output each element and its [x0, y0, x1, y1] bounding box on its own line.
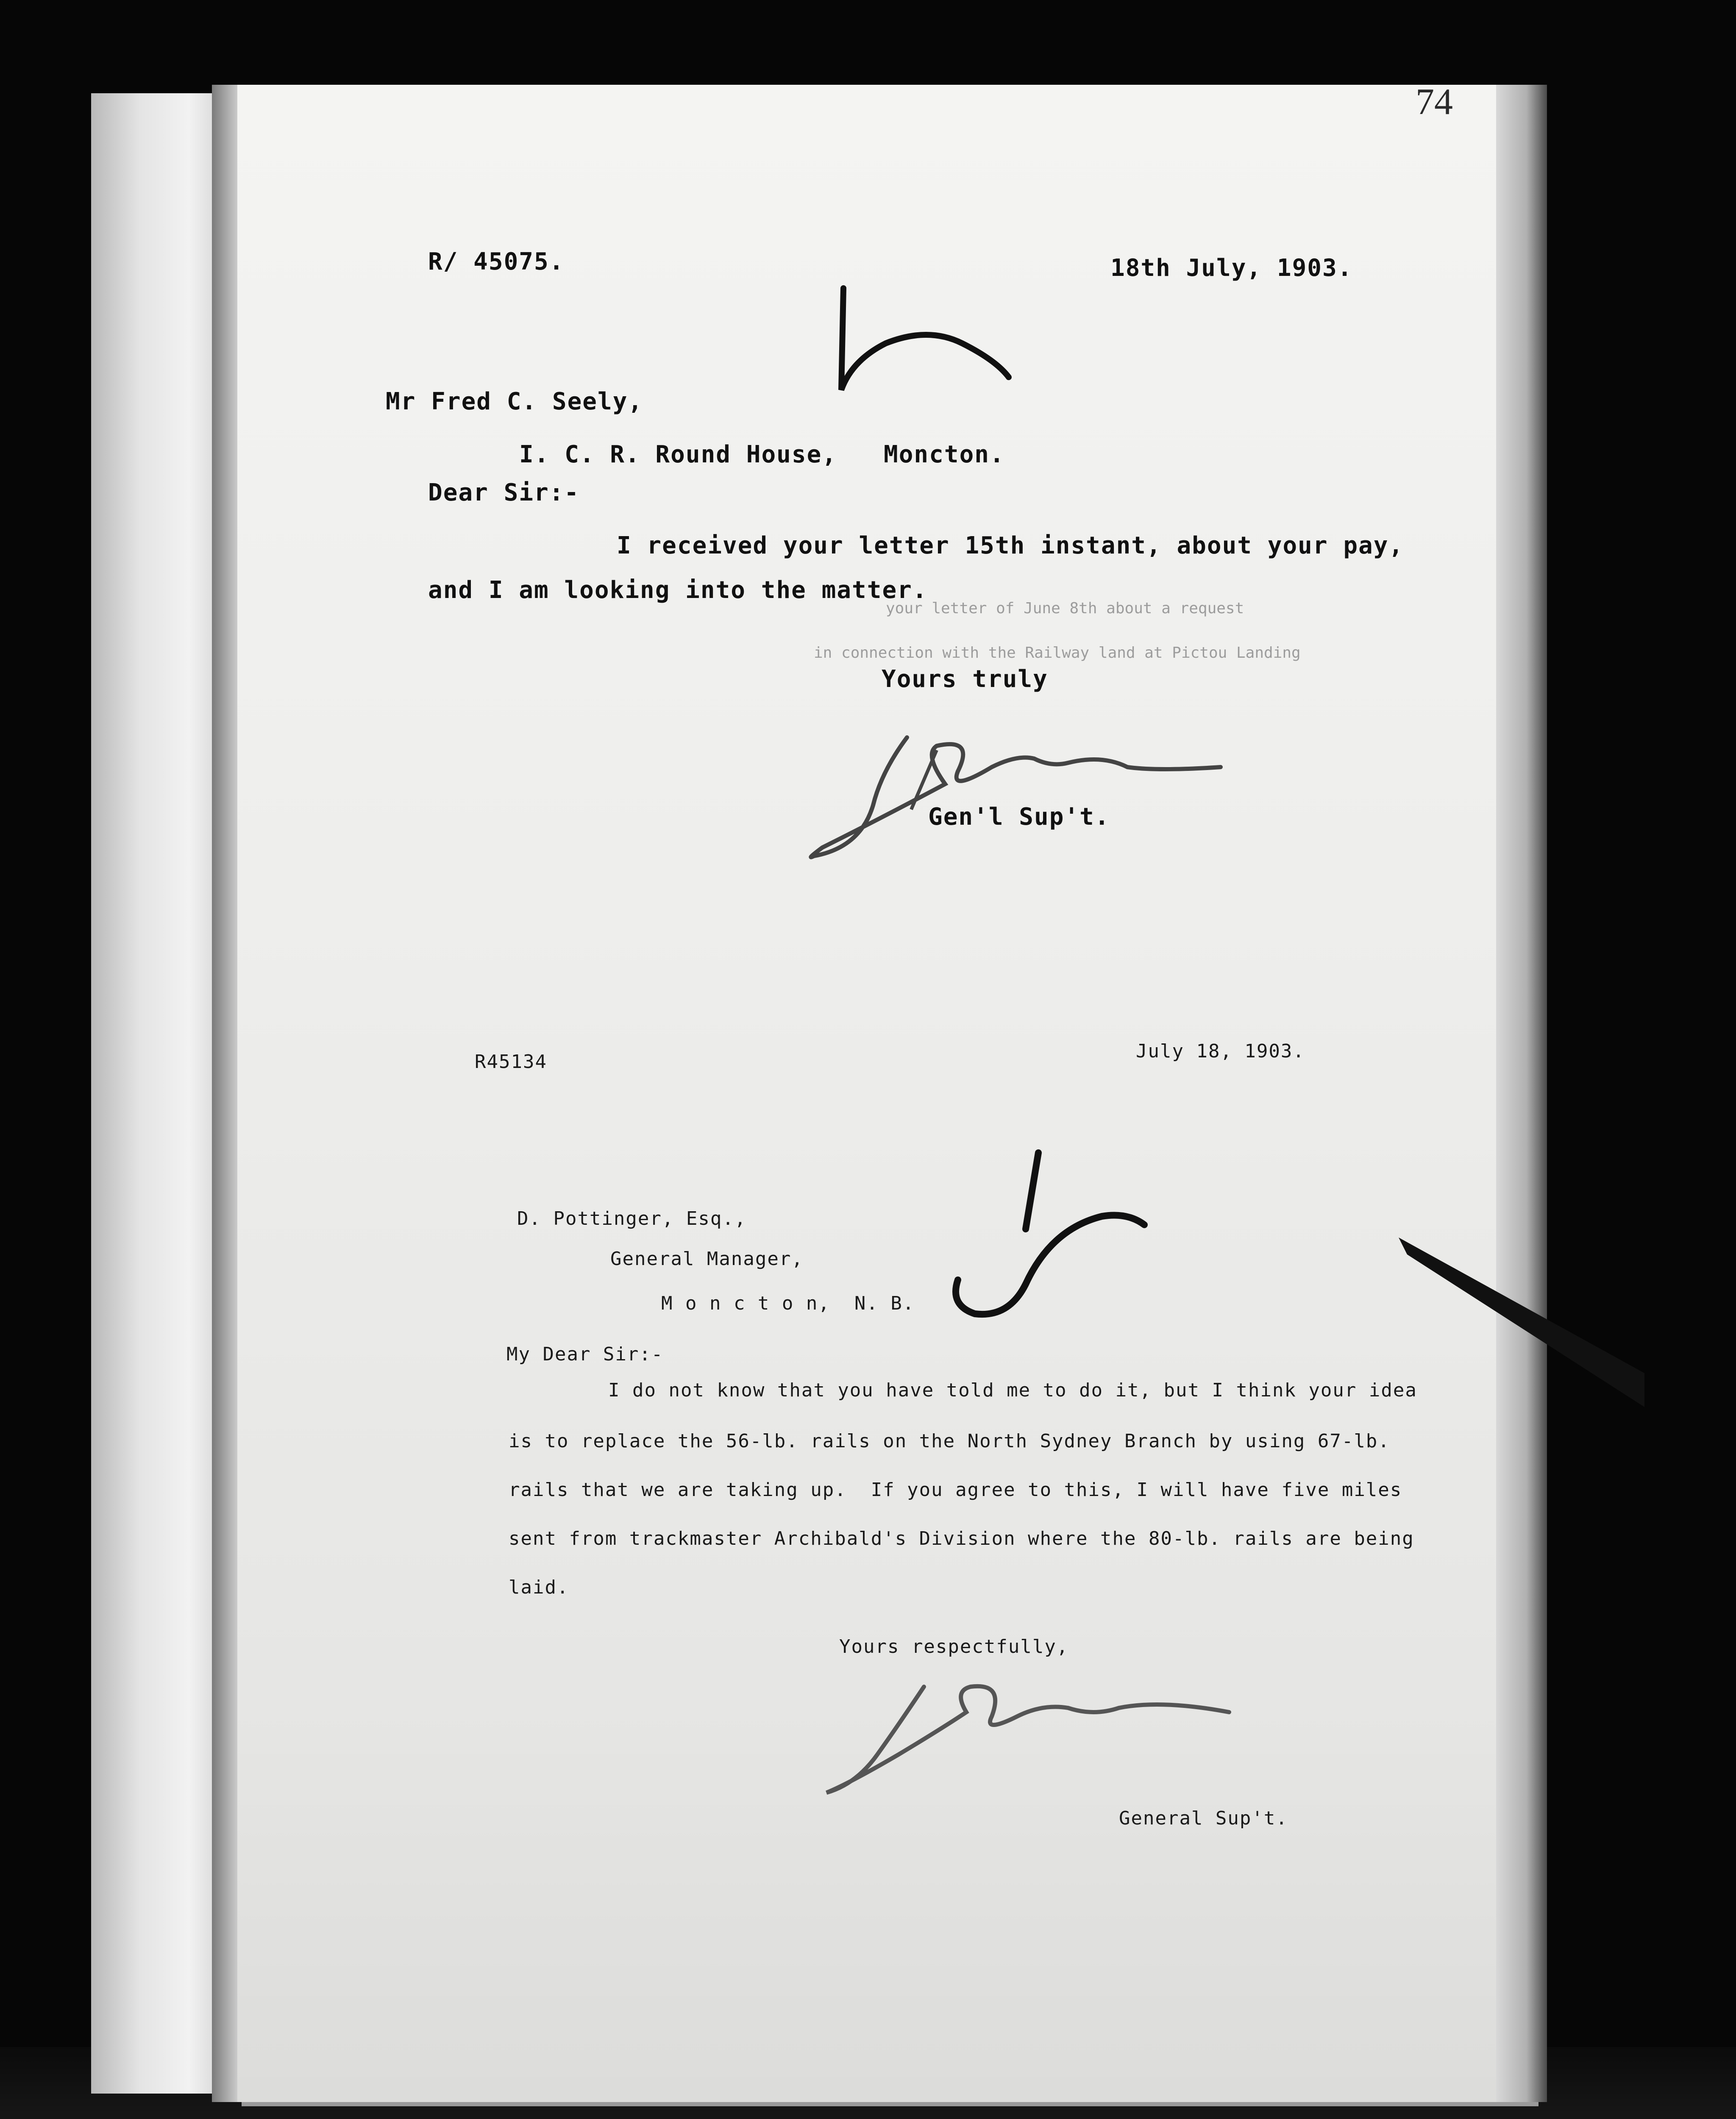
letter2-body-line4: sent from trackmaster Archibald's Division where the 80-lb. rails are being [509, 1528, 1414, 1549]
letter1-closing: Yours truly [882, 665, 1048, 693]
letter1-signature-title: Gen'l Sup't. [928, 803, 1110, 831]
page-right-edge [1496, 85, 1547, 2102]
check-mark-1 [826, 280, 1047, 415]
bleed-through-text-line1: your letter of June 8th about a request [886, 600, 1244, 617]
bleed-through-text-line2: in connection with the Railway land at Pictou Landing [814, 644, 1301, 662]
letter1-addressee-city: Moncton. [884, 441, 1005, 468]
letter2-signature-title: General Sup't. [1119, 1808, 1288, 1829]
letter1-addressee-name: Mr Fred C. Seely, [386, 388, 643, 415]
letter1-body-line2: and I am looking into the matter. [428, 576, 928, 604]
letter2-body-line3: rails that we are taking up. If you agree to this, I will have five miles [509, 1479, 1402, 1501]
letter2-salutation: My Dear Sir:- [506, 1343, 664, 1365]
letter2-closing: Yours respectfully, [839, 1636, 1069, 1657]
check-mark-2 [924, 1144, 1161, 1339]
letter1-salutation: Dear Sir:- [428, 479, 580, 506]
letter2-addressee-title: General Manager, [610, 1248, 804, 1270]
pen-pointer [1390, 1229, 1653, 1415]
letter2-addressee-city: M o n c t o n, N. B. [661, 1293, 915, 1314]
letter1-signature [797, 720, 1263, 882]
letter2-date: July 18, 1903. [1136, 1040, 1305, 1062]
letter1-addressee-place: I. C. R. Round House, [519, 441, 837, 468]
left-spine-page [91, 93, 231, 2094]
letter1-date: 18th July, 1903. [1110, 254, 1353, 282]
letter1-reference: R/ 45075. [428, 248, 565, 275]
page-number: 74 [1416, 81, 1453, 122]
letter2-body-line2: is to replace the 56-lb. rails on the North Sydney Branch by using 67-lb. [509, 1430, 1390, 1452]
letter2-body-line5: laid. [509, 1577, 569, 1598]
letter2-reference: R45134 [475, 1051, 547, 1073]
letter2-signature [814, 1670, 1280, 1805]
letter2-addressee-name: D. Pottinger, Esq., [517, 1208, 747, 1229]
letter2-body-line1: I do not know that you have told me to do it, but I think your idea [608, 1379, 1417, 1401]
letter1-body-line1: I received your letter 15th instant, about your pay, [617, 532, 1404, 559]
